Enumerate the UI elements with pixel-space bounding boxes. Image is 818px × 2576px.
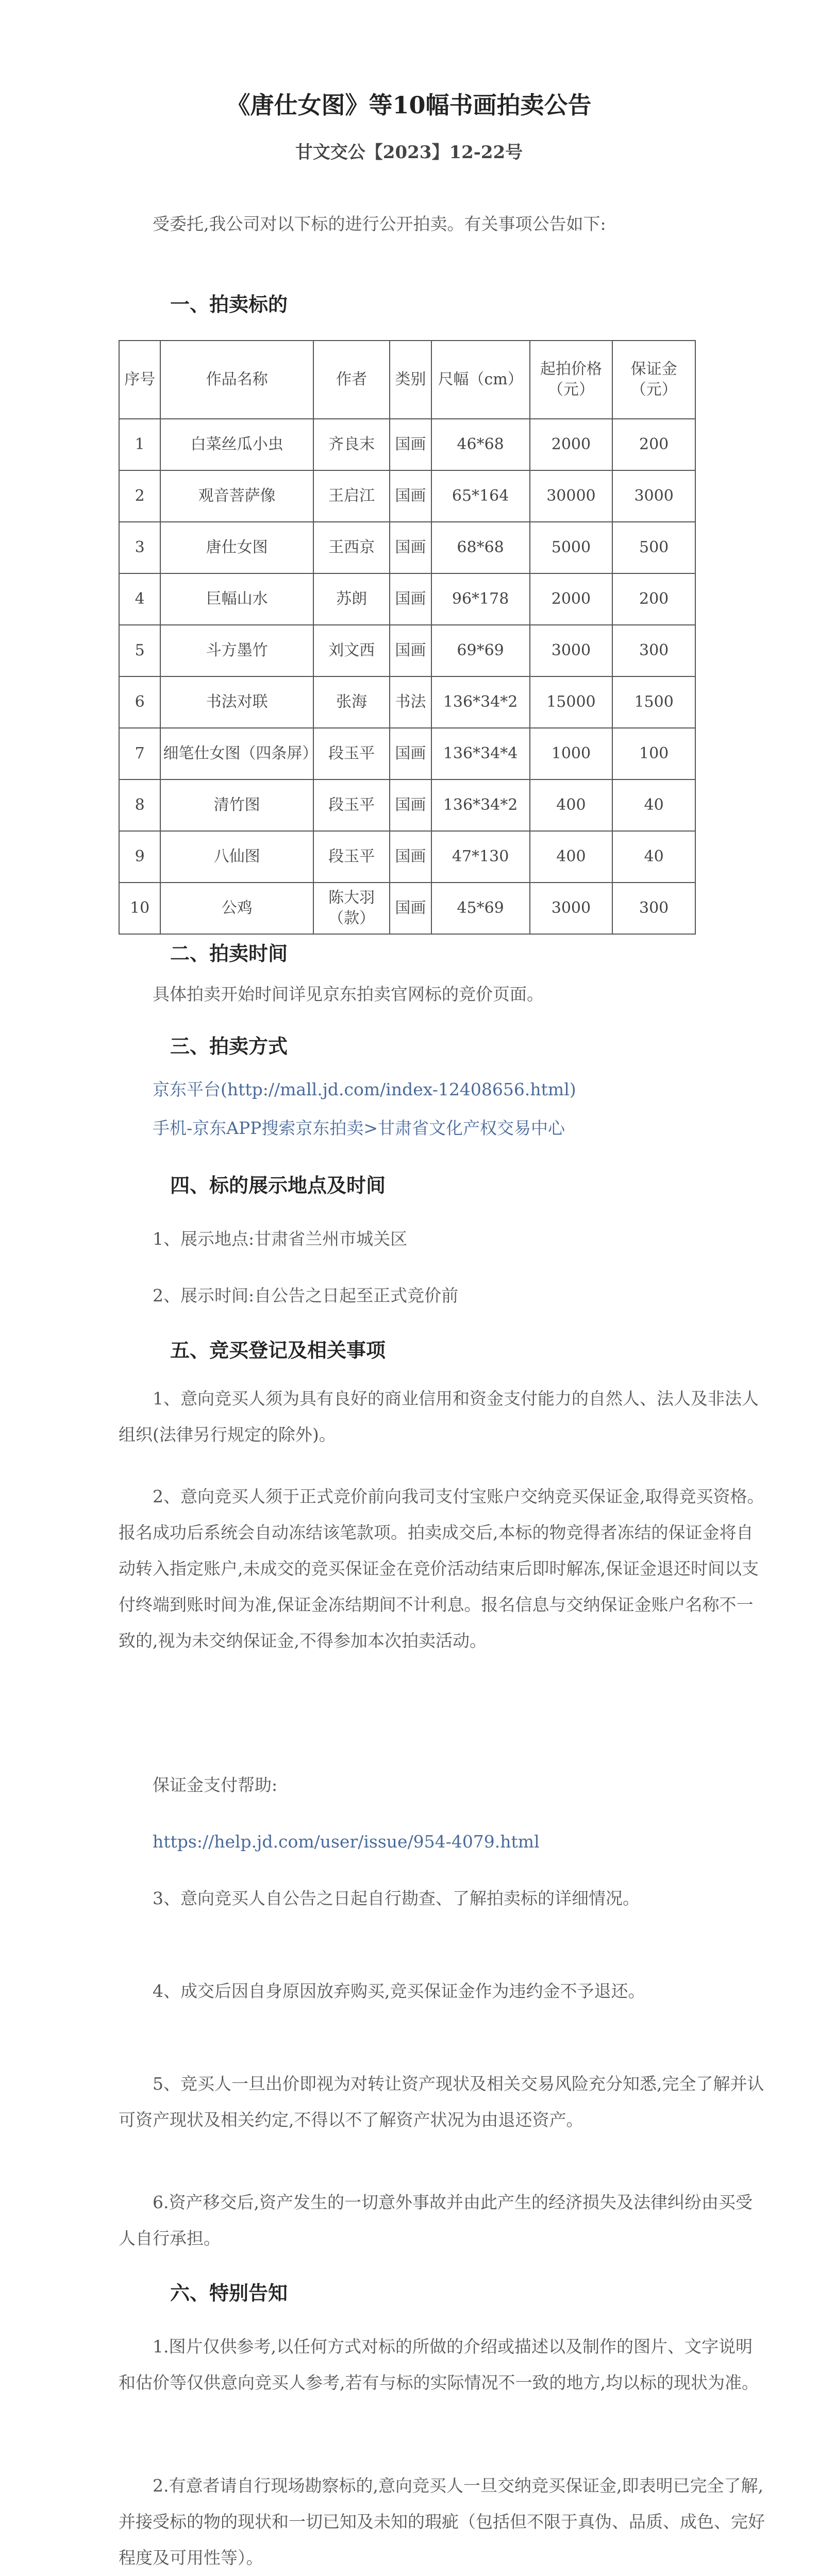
cell-index: 2 <box>119 470 160 522</box>
cell-size: 68*68 <box>431 522 530 573</box>
cell-title: 白菜丝瓜小虫 <box>160 419 313 470</box>
cell-start-price: 400 <box>530 831 613 883</box>
cell-title: 观音菩萨像 <box>160 470 313 522</box>
cell-start-price: 3000 <box>530 625 613 676</box>
table-row <box>119 573 695 625</box>
cell-title: 斗方墨竹 <box>160 625 313 676</box>
section-2-heading: 二、拍卖时间 <box>170 942 288 965</box>
cell-category: 国画 <box>390 470 431 522</box>
section-5-item-2: 2、意向竞买人须于正式竞价前向我司支付宝账户交纳竞买保证金,取得竞买资格。报名成功后系统会自动冻结该笔款项。拍卖成交后,本标的物竞得者冻结的保证金将自动转入指定账户,未成交的竞买保证金在竞价活动结束后即时解冻,保证金退还时间以支付终端到账时间为准,保证金冻结期间不计利息。报名信息与交纳保证金账户名称不一致的,视为未交纳保证金,不得参加本次拍卖活动。 <box>119 1486 764 1651</box>
deposit-help-label: 保证金支付帮助: <box>153 1775 278 1795</box>
section-5-heading: 五、竞买登记及相关事项 <box>170 1338 386 1362</box>
table-row <box>119 831 695 883</box>
cell-index: 10 <box>119 883 160 934</box>
cell-title: 八仙图 <box>160 831 313 883</box>
cell-index: 3 <box>119 522 160 573</box>
cell-size: 69*69 <box>431 625 530 676</box>
cell-index: 7 <box>119 728 160 779</box>
col-header-start-price: 起拍价格（元） <box>530 341 613 419</box>
cell-author: 张海 <box>313 676 390 728</box>
table-row <box>119 779 695 831</box>
cell-title: 巨幅山水 <box>160 573 313 625</box>
cell-category: 国画 <box>390 831 431 883</box>
page-title: 《唐仕女图》等10幅书画拍卖公告 <box>226 91 592 119</box>
cell-category: 国画 <box>390 779 431 831</box>
cell-size: 46*68 <box>431 419 530 470</box>
cell-category: 国画 <box>390 625 431 676</box>
cell-size: 47*130 <box>431 831 530 883</box>
section-4-heading: 四、标的展示地点及时间 <box>170 1174 386 1197</box>
cell-size: 65*164 <box>431 470 530 522</box>
auction-items-table <box>119 340 696 935</box>
cell-deposit: 300 <box>612 625 695 676</box>
cell-size: 136*34*4 <box>431 728 530 779</box>
cell-author: 段玉平 <box>313 728 390 779</box>
cell-deposit: 300 <box>612 883 695 934</box>
cell-size: 136*34*2 <box>431 779 530 831</box>
col-header-index: 序号 <box>119 341 160 419</box>
cell-deposit: 40 <box>612 831 695 883</box>
cell-category: 国画 <box>390 522 431 573</box>
section-5-item-1: 1、意向竞买人须为具有良好的商业信用和资金支付能力的自然人、法人及非法人组织(法律另行规定的除外)。 <box>119 1388 759 1445</box>
table-row <box>119 470 695 522</box>
table-row <box>119 419 695 470</box>
section-6-heading: 六、特别告知 <box>170 2281 288 2304</box>
intro-paragraph: 受委托,我公司对以下标的进行公开拍卖。有关事项公告如下: <box>153 214 606 234</box>
document-number: 甘文交公【2023】12-22号 <box>295 142 523 163</box>
cell-start-price: 15000 <box>530 676 613 728</box>
display-location: 1、展示地点:甘肃省兰州市城关区 <box>153 1229 408 1249</box>
cell-index: 5 <box>119 625 160 676</box>
cell-deposit: 1500 <box>612 676 695 728</box>
table-row <box>119 728 695 779</box>
table-row <box>119 522 695 573</box>
section-6-item-2: 2.有意者请自行现场勘察标的,意向竞买人一旦交纳竞买保证金,即表明已完全了解,并接受标的物的现状和一切已知及未知的瑕疵（包括但不限于真伪、品质、成色、完好程度及可用性等）。 <box>119 2476 765 2568</box>
deposit-help-link[interactable]: https://help.jd.com/user/issue/954-4079.html <box>153 1832 540 1852</box>
cell-index: 9 <box>119 831 160 883</box>
section-5-item-4: 4、成交后因自身原因放弃购买,竞买保证金作为违约金不予退还。 <box>153 1981 645 2001</box>
cell-start-price: 400 <box>530 779 613 831</box>
cell-deposit: 500 <box>612 522 695 573</box>
cell-index: 8 <box>119 779 160 831</box>
cell-index: 1 <box>119 419 160 470</box>
section-5-item-5: 5、竞买人一旦出价即视为对转让资产现状及相关交易风险充分知悉,完全了解并认可资产现状及相关约定,不得以不了解资产状况为由退还资产。 <box>119 2074 764 2130</box>
cell-title: 清竹图 <box>160 779 313 831</box>
cell-size: 45*69 <box>431 883 530 934</box>
table-header-row <box>119 341 695 419</box>
col-header-category: 类别 <box>390 341 431 419</box>
display-time: 2、展示时间:自公告之日起至正式竞价前 <box>153 1285 459 1306</box>
cell-author: 齐良末 <box>313 419 390 470</box>
cell-author: 段玉平 <box>313 831 390 883</box>
table-row <box>119 883 695 934</box>
section-1-heading: 一、拍卖标的 <box>170 293 288 316</box>
cell-deposit: 200 <box>612 419 695 470</box>
cell-deposit: 100 <box>612 728 695 779</box>
cell-size: 96*178 <box>431 573 530 625</box>
cell-index: 6 <box>119 676 160 728</box>
cell-category: 国画 <box>390 573 431 625</box>
cell-title: 书法对联 <box>160 676 313 728</box>
cell-start-price: 2000 <box>530 573 613 625</box>
cell-author: 苏朗 <box>313 573 390 625</box>
cell-title: 细笔仕女图（四条屏） <box>160 728 313 779</box>
cell-category: 书法 <box>390 676 431 728</box>
cell-category: 国画 <box>390 728 431 779</box>
cell-category: 国画 <box>390 419 431 470</box>
cell-category: 国画 <box>390 883 431 934</box>
section-2-text: 具体拍卖开始时间详见京东拍卖官网标的竞价页面。 <box>153 984 544 1004</box>
section-6-item-1: 1.图片仅供参考,以任何方式对标的所做的介绍或描述以及制作的图片、文字说明和估价等仅供意向竞买人参考,若有与标的实际情况不一致的地方,均以标的现状为准。 <box>119 2336 759 2393</box>
cell-start-price: 3000 <box>530 883 613 934</box>
cell-author: 王西京 <box>313 522 390 573</box>
cell-title: 唐仕女图 <box>160 522 313 573</box>
cell-start-price: 30000 <box>530 470 613 522</box>
cell-size: 136*34*2 <box>431 676 530 728</box>
cell-deposit: 200 <box>612 573 695 625</box>
table-row <box>119 676 695 728</box>
cell-author: 王启江 <box>313 470 390 522</box>
cell-start-price: 5000 <box>530 522 613 573</box>
col-header-author: 作者 <box>313 341 390 419</box>
cell-author: 陈大羽（款） <box>313 883 390 934</box>
cell-deposit: 3000 <box>612 470 695 522</box>
col-header-size: 尺幅（cm） <box>431 341 530 419</box>
section-5-item-3: 3、意向竞买人自公告之日起自行勘查、了解拍卖标的详细情况。 <box>153 1888 640 1908</box>
auction-platform-link[interactable]: 京东平台(http://mall.jd.com/index-12408656.html) <box>153 1079 576 1099</box>
cell-index: 4 <box>119 573 160 625</box>
cell-title: 公鸡 <box>160 883 313 934</box>
col-header-deposit: 保证金（元） <box>612 341 695 419</box>
cell-deposit: 40 <box>612 779 695 831</box>
section-5-item-6: 6.资产移交后,资产发生的一切意外事故并由此产生的经济损失及法律纠纷由买受人自行承担。 <box>119 2192 753 2248</box>
table-row <box>119 625 695 676</box>
cell-author: 段玉平 <box>313 779 390 831</box>
cell-start-price: 1000 <box>530 728 613 779</box>
section-3-heading: 三、拍卖方式 <box>170 1035 288 1058</box>
cell-author: 刘文西 <box>313 625 390 676</box>
cell-start-price: 2000 <box>530 419 613 470</box>
app-search-path: 手机-京东APP搜索京东拍卖>甘肃省文化产权交易中心 <box>153 1118 565 1138</box>
col-header-title: 作品名称 <box>160 341 313 419</box>
